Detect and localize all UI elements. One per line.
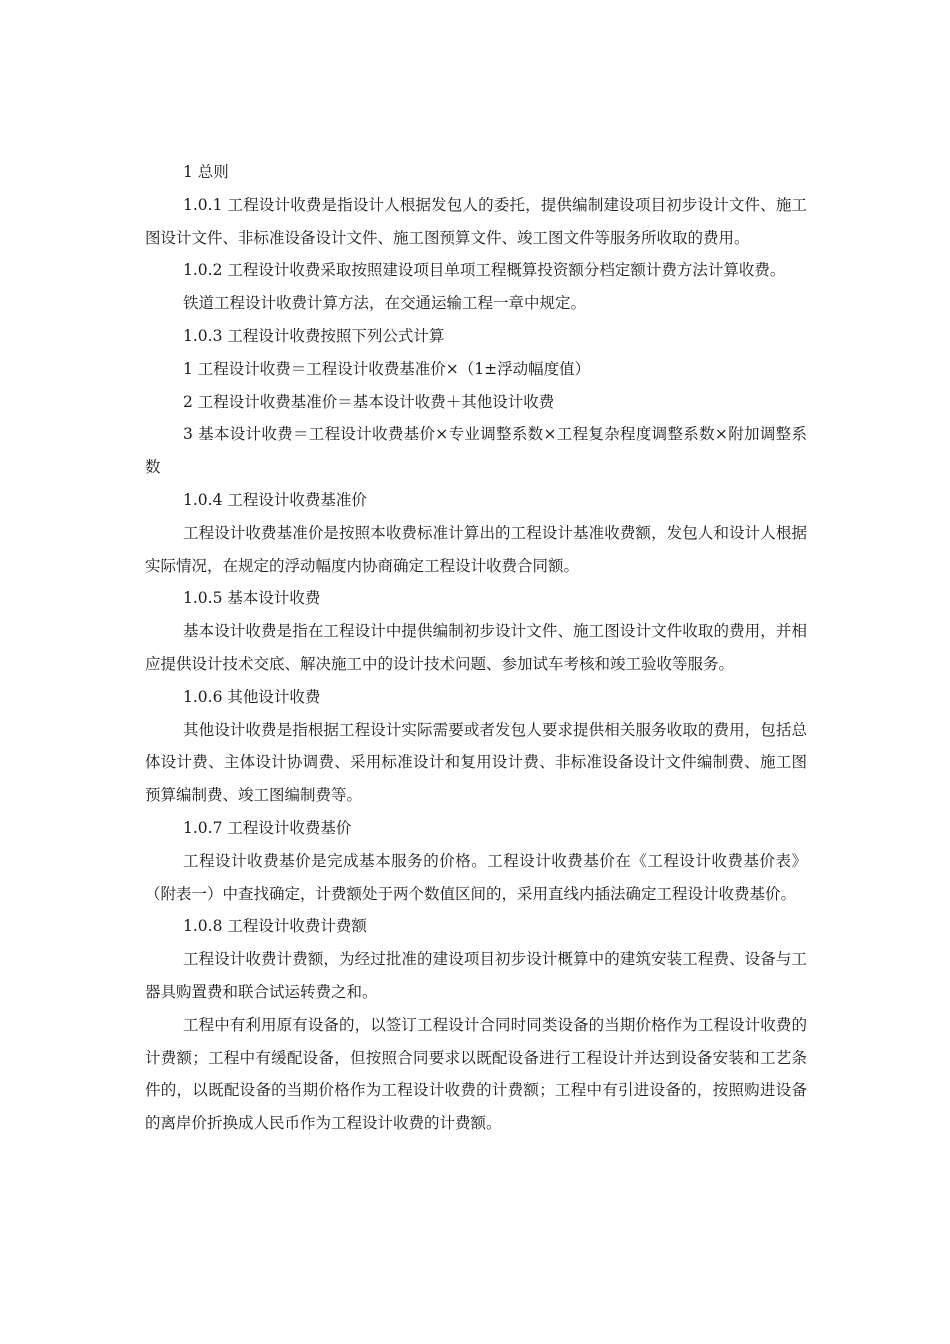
railway-note: 铁道工程设计收费计算方法，在交通运输工程一章中规定。 (183, 294, 587, 313)
formula-3: 3 基本设计收费＝工程设计收费基价×专业调整系数×工程复杂程度调整系数×附加调整系数 (145, 425, 807, 477)
clause-1-0-8-body: 工程设计收费计费额，为经过批准的建设项目初步设计概算中的建筑安装工程费、设备与工器具购置费和联合试运转费之和。 (145, 950, 807, 1001)
formula-2: 2 工程设计收费基准价＝基本设计收费＋其他设计收费 (183, 392, 555, 411)
clause-1-0-6-heading: 1.0.6 其他设计收费 (183, 687, 321, 706)
clause-1-0-2: 1.0.2 工程设计收费采取按照建设项目单项工程概算投资额分档定额计费方法计算收费。 (183, 261, 786, 280)
clause-1-0-6-body: 其他设计收费是指根据工程设计实际需要或者发包人要求提供相关服务收取的费用，包括总体设计费、主体设计协调费、采用标准设计和复用设计费、非标准设备设计文件编制费、施工图预算编制费、竣工图编制费等。 (145, 720, 807, 805)
clause-1-0-7-body: 工程设计收费基价是完成基本服务的价格。工程设计收费基价在《工程设计收费基价表》（附表一）中查找确定，计费额处于两个数值区间的，采用直线内插法确定工程设计收费基价。 (145, 851, 807, 903)
clause-1-0-4-heading: 1.0.4 工程设计收费基准价 (183, 490, 367, 509)
clause-1-0-1: 1.0.1 工程设计收费是指设计人根据发包人的委托，提供编制建设项目初步设计文件、施工图设计文件、非标准设备设计文件、施工图预算文件、竣工图文件等服务所收取的费用。 (145, 195, 807, 247)
clause-1-0-5-body: 基本设计收费是指在工程设计中提供编制初步设计文件、施工图设计文件收取的费用，并相应提供设计技术交底、解决施工中的设计技术问题、参加试车考核和竣工验收等服务。 (145, 622, 807, 673)
formula-1: 1 工程设计收费＝工程设计收费基准价×（1±浮动幅度值） (183, 359, 591, 378)
clause-1-0-7-heading: 1.0.7 工程设计收费基价 (183, 818, 352, 837)
clause-1-0-8-heading: 1.0.8 工程设计收费计费额 (183, 917, 367, 936)
document-body (145, 156, 807, 1140)
section-heading: 1 总则 (183, 163, 229, 181)
clause-1-0-5-heading: 1.0.5 基本设计收费 (183, 589, 321, 608)
clause-1-0-8-equipment: 工程中有利用原有设备的，以签订工程设计合同时同类设备的当期价格作为工程设计收费的计费额；工程中有缓配设备，但按照合同要求以既配设备进行工程设计并达到设备安装和工艺条件的，以既配设备的当期价格作为工程设计收费的计费额；工程中有引进设备的，按照购进设备的离岸价折换成人民币作为工程设计收费的计费额。 (145, 1015, 807, 1133)
clause-1-0-3: 1.0.3 工程设计收费按照下列公式计算 (183, 326, 445, 345)
clause-1-0-4-body: 工程设计收费基准价是按照本收费标准计算出的工程设计基准收费额，发包人和设计人根据实际情况，在规定的浮动幅度内协商确定工程设计收费合同额。 (145, 523, 807, 575)
